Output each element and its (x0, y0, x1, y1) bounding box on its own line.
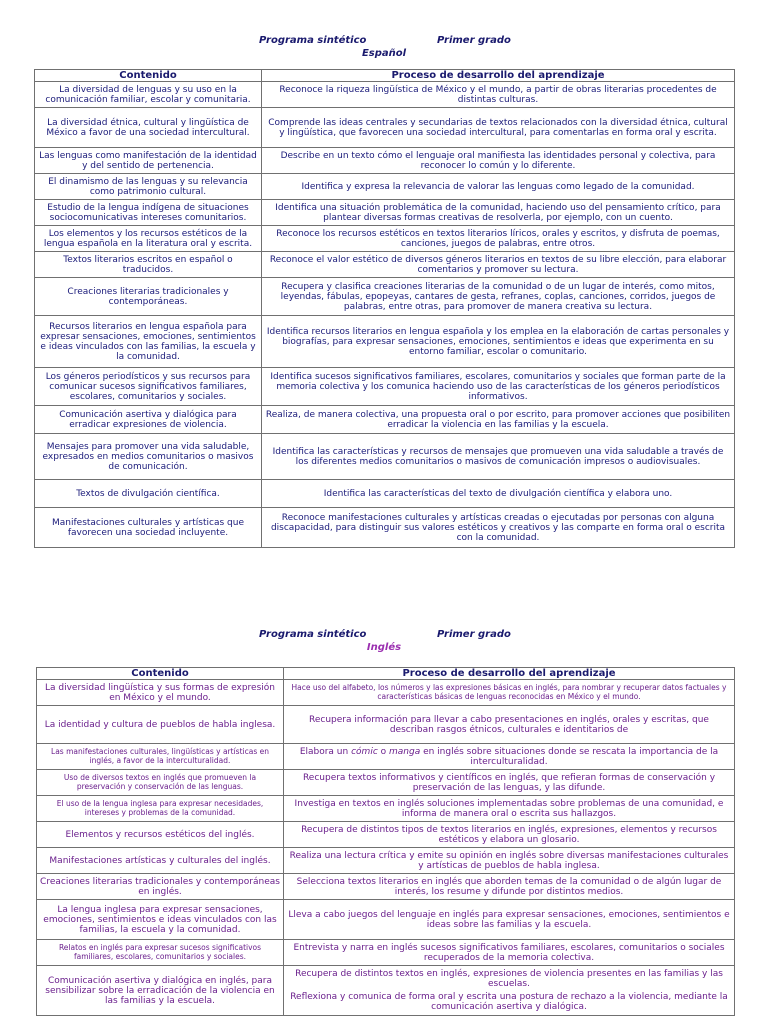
subject-title: Inglés (366, 642, 402, 653)
process-cell: Lleva a cabo juegos del lenguaje en inglés para expresar sensaciones, emociones, sentimientos e ideas sobre las familias y la escuela. (284, 900, 735, 940)
table-row (35, 200, 735, 226)
table-row (35, 434, 735, 480)
table-row (37, 940, 735, 966)
grade-label: Primer grado (437, 35, 511, 46)
program-title: Programa sintético (259, 35, 367, 46)
process-cell: Describe en un texto cómo el lenguaje oral manifiesta las identidades personal y colectiva, para reconocer lo común y lo diferente. (262, 148, 735, 174)
content-cell: Comunicación asertiva y dialógica para erradicar expresiones de violencia. (35, 406, 262, 434)
content-cell: Manifestaciones artísticas y culturales del inglés. (37, 848, 284, 874)
table-row (37, 744, 735, 770)
process-cell (284, 966, 735, 1016)
table-header-row (35, 70, 735, 82)
process-text-pre: Elabora un (299, 746, 352, 757)
process-cell: Comprende las ideas centrales y secundarias de textos relacionados con la diversidad étnica, cultural y lingüística, que favorecen una sociedad intercultural, para comentarlas en forma oral y escrita. (262, 108, 735, 148)
table-row (35, 82, 735, 108)
process-cell: Identifica sucesos significativos familiares, escolares, comunitarios y sociales que forman parte de la memoria colectiva y los comunica haciendo uso de las características de los géneros periodísticos informativos. (262, 368, 735, 406)
table-row (37, 706, 735, 744)
process-cell: Reconoce los recursos estéticos en textos literarios líricos, orales y escritos, y disfruta de poemas, canciones, juegos de palabras, entre otros. (262, 226, 735, 252)
process-cell: Identifica y expresa la relevancia de valorar las lenguas como legado de la comunidad. (262, 174, 735, 200)
table-row (35, 278, 735, 316)
content-cell: Los géneros periodísticos y sus recursos para comunicar sucesos significativos familiares, escolares, comunitarios y sociales. (35, 368, 262, 406)
program-title: Programa sintético (259, 629, 367, 640)
content-cell: Las lenguas como manifestación de la identidad y del sentido de pertenencia. (35, 148, 262, 174)
process-cell (284, 744, 735, 770)
process-cell: Identifica recursos literarios en lengua española y los emplea en la elaboración de cartas personales y biografías, para expresar sensaciones, emociones, sentimientos e ideas que experimenta en su entorno familiar, escolar o comunitario. (262, 316, 735, 368)
content-cell: La identidad y cultura de pueblos de habla inglesa. (37, 706, 284, 744)
content-cell: Textos literarios escritos en español o traducidos. (35, 252, 262, 278)
subject-title: Español (361, 48, 407, 59)
process-cell: Selecciona textos literarios en inglés que aborden temas de la comunidad o de algún lugar de interés, los resume y difunde por distintos medios. (284, 874, 735, 900)
process-text-em: cómic (351, 746, 378, 757)
table-row (35, 406, 735, 434)
table-row (35, 226, 735, 252)
process-text-em: manga (389, 746, 421, 757)
column-header-process: Proceso de desarrollo del aprendizaje (284, 668, 735, 680)
content-cell: Textos de divulgación científica. (35, 480, 262, 508)
process-cell: Realiza una lectura crítica y emite su opinión en inglés sobre diversas manifestaciones culturales y artísticas de pueblos de habla inglesa. (284, 848, 735, 874)
process-cell: Hace uso del alfabeto, los números y las expresiones básicas en inglés, para nombrar y recuperar datos factuales y características básicas de lenguas reconocidas en México y el mundo. (284, 680, 735, 706)
table-row (35, 148, 735, 174)
table-row (37, 874, 735, 900)
content-cell: La diversidad lingüística y sus formas de expresión en México y el mundo. (37, 680, 284, 706)
table-row (37, 900, 735, 940)
content-cell: La diversidad étnica, cultural y lingüística de México a favor de una sociedad intercultural. (35, 108, 262, 148)
column-header-content: Contenido (37, 668, 284, 680)
table-row (35, 368, 735, 406)
process-cell: Investiga en textos en inglés soluciones implementadas sobre problemas de una comunidad, e informa de manera oral o escrita sus hallazgos. (284, 796, 735, 822)
process-cell: Realiza, de manera colectiva, una propuesta oral o por escrito, para promover acciones que posibiliten erradicar la violencia en las familias y la escuela. (262, 406, 735, 434)
process-cell: Recupera de distintos tipos de textos literarios en inglés, expresiones, elementos y recursos estéticos y elabora un glosario. (284, 822, 735, 848)
table-row (37, 770, 735, 796)
content-cell: La lengua inglesa para expresar sensaciones, emociones, sentimientos e ideas vinculados con las familias, la escuela y la comunidad. (37, 900, 284, 940)
content-cell: La diversidad de lenguas y su uso en la comunicación familiar, escolar y comunitaria. (35, 82, 262, 108)
process-cell: Recupera textos informativos y científicos en inglés, que refieran formas de conservación y preservación de las lenguas, y las difunde. (284, 770, 735, 796)
process-cell: Recupera y clasifica creaciones literarias de la comunidad o de un lugar de interés, como mitos, leyendas, fábulas, epopeyas, cantares de gesta, refranes, coplas, canciones, corridos, juegos de palabras, entre otras, para promover de manera creativa su lectura. (262, 278, 735, 316)
content-cell: Los elementos y los recursos estéticos de la lengua española en la literatura oral y escrita. (35, 226, 262, 252)
content-cell: Comunicación asertiva y dialógica en inglés, para sensibilizar sobre la erradicación de la violencia en las familias y la escuela. (37, 966, 284, 1016)
process-cell: Reconoce la riqueza lingüística de México y el mundo, a partir de obras literarias procedentes de distintas culturas. (262, 82, 735, 108)
table-row (35, 316, 735, 368)
table-row (35, 252, 735, 278)
table-row (37, 822, 735, 848)
content-cell: Manifestaciones culturales y artísticas que favorecen una sociedad incluyente. (35, 508, 262, 548)
content-cell: El uso de la lengua inglesa para expresar necesidades, intereses y problemas de la comunidad. (37, 796, 284, 822)
process-cell: Reconoce el valor estético de diversos géneros literarios en textos de su libre elección, para elaborar comentarios y promover su lectura. (262, 252, 735, 278)
process-text-mid: o (377, 746, 389, 757)
process-paragraph: Recupera de distintos textos en inglés, expresiones de violencia presentes en las familias y las escuelas. (295, 969, 723, 990)
content-cell: Elementos y recursos estéticos del inglés. (37, 822, 284, 848)
content-cell: Relatos en inglés para expresar sucesos significativos familiares, escolares, comunitarios y sociales. (37, 940, 284, 966)
process-cell: Recupera información para llevar a cabo presentaciones en inglés, orales y escritas, que describan rasgos étnicos, culturales e identitarios de (284, 706, 735, 744)
espanol-table (34, 69, 735, 548)
table-row (35, 480, 735, 508)
table-row (37, 966, 735, 1016)
ingles-header (0, 629, 768, 659)
table-header-row (37, 668, 735, 680)
content-cell: Creaciones literarias tradicionales y contemporáneas. (35, 278, 262, 316)
process-cell: Identifica las características y recursos de mensajes que promueven una vida saludable a través de los diferentes medios comunitarios o masivos de comunicación impresos o audiovisuales. (262, 434, 735, 480)
table-row (35, 108, 735, 148)
content-cell: Mensajes para promover una vida saludable, expresados en medios comunitarios o masivos de comunicación. (35, 434, 262, 480)
table-row (37, 796, 735, 822)
column-header-content: Contenido (35, 70, 262, 82)
espanol-header (0, 35, 768, 65)
process-cell: Identifica una situación problemática de la comunidad, haciendo uso del pensamiento crítico, para plantear diversas formas creativas de resolverla, por ejemplo, con un cuento. (262, 200, 735, 226)
content-cell: Estudio de la lengua indígena de situaciones sociocomunicativas intereses comunitarios. (35, 200, 262, 226)
process-cell: Reconoce manifestaciones culturales y artísticas creadas o ejecutadas por personas con alguna discapacidad, para distinguir sus valores estéticos y creativos y las comparte en forma oral o escrita con la comunidad. (262, 508, 735, 548)
table-row (37, 848, 735, 874)
process-paragraph: Reflexiona y comunica de forma oral y escrita una postura de rechazo a la violencia, mediante la comunicación asertiva y dialógica. (290, 992, 728, 1013)
table-row (37, 680, 735, 706)
table-row (35, 174, 735, 200)
content-cell: Uso de diversos textos en inglés que promueven la preservación y conservación de las lenguas. (37, 770, 284, 796)
process-cell: Identifica las características del texto de divulgación científica y elabora uno. (262, 480, 735, 508)
column-header-process: Proceso de desarrollo del aprendizaje (262, 70, 735, 82)
content-cell: Las manifestaciones culturales, lingüísticas y artísticas en inglés, a favor de la interculturalidad. (37, 744, 284, 770)
process-text-post: en inglés sobre situaciones donde se rescata la importancia de la interculturalidad. (420, 746, 719, 767)
ingles-table (36, 667, 735, 1016)
grade-label: Primer grado (437, 629, 511, 640)
content-cell: Recursos literarios en lengua española para expresar sensaciones, emociones, sentimientos e ideas vinculados con las familias, la escuela y la comunidad. (35, 316, 262, 368)
process-cell: Entrevista y narra en inglés sucesos significativos familiares, escolares, comunitarios o sociales recuperados de la memoria colectiva. (284, 940, 735, 966)
content-cell: Creaciones literarias tradicionales y contemporáneas en inglés. (37, 874, 284, 900)
content-cell: El dinamismo de las lenguas y su relevancia como patrimonio cultural. (35, 174, 262, 200)
table-row (35, 508, 735, 548)
